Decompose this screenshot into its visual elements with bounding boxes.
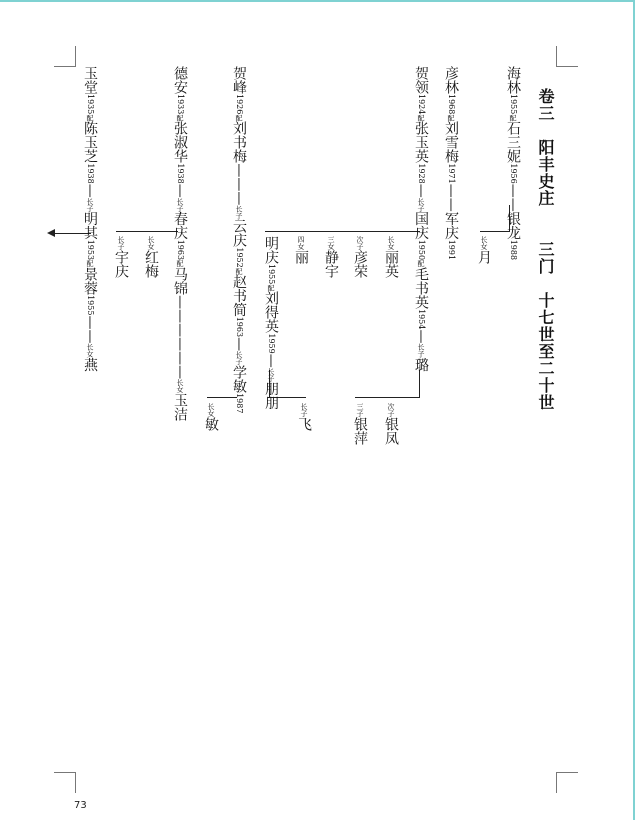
spouse-marker: 配: [417, 260, 425, 268]
spouse-name: 刘书梅: [231, 121, 247, 164]
crop-mark: [556, 772, 578, 773]
person-name: 海林: [505, 66, 521, 94]
lineage-column: 海林1955配石三妮1956——银龙1988: [505, 66, 521, 261]
lineage-column: 贺领1924配张玉英1928—长子国庆1950配毛书英1954—长子璐: [413, 66, 429, 372]
child-order: 长女: [207, 403, 215, 417]
person-name: 国庆: [413, 211, 429, 240]
top-border: [0, 0, 635, 2]
person-name: 银凤: [383, 417, 399, 445]
person-name: 玉堂: [82, 66, 98, 94]
crop-mark: [556, 66, 578, 67]
spouse-marker: 配: [86, 260, 94, 268]
person-name: 丽: [293, 250, 309, 264]
child-order: 长女: [86, 343, 94, 358]
birth-year: 1938: [176, 163, 185, 184]
birth-year: 1991: [447, 239, 456, 261]
person-name: 贺领: [413, 66, 429, 94]
birth-year: 1963: [176, 239, 185, 261]
child-order: 长女: [387, 236, 395, 250]
birth-year: 1955: [86, 295, 95, 316]
person-name: 敏: [203, 417, 219, 431]
child-order: 长子: [267, 367, 275, 382]
birth-year: 1988: [509, 239, 518, 261]
lineage-column: [383, 236, 399, 278]
lineage-column: [476, 236, 492, 264]
child-order: 次子: [387, 403, 395, 417]
child-order: 三女: [327, 236, 335, 250]
person-name: 朋朋: [263, 381, 279, 410]
birth-year: 1955: [267, 264, 276, 285]
birth-year: 1956: [509, 163, 518, 184]
birth-year: 1968: [447, 94, 456, 115]
child-order: 长子: [300, 403, 308, 417]
person-name: 宇庆: [113, 250, 129, 278]
spouse-name: 马锦: [172, 267, 188, 296]
person-name: 军庆: [443, 211, 459, 240]
person-name: 明庆: [263, 236, 279, 264]
lineage-column: 贺峰1926配刘书梅———长子云庆1952配赵书简1963—长子学敏1987: [231, 66, 247, 414]
lineage-column: [352, 236, 368, 278]
spouse-name: 刘得英: [263, 291, 279, 334]
spouse-marker: 配: [267, 284, 275, 292]
lineage-column: 彦林1968配刘雪梅1971——军庆1991: [443, 66, 459, 261]
spouse-marker: 配: [235, 114, 243, 122]
child-order: 长女: [176, 379, 184, 394]
spouse-marker: 配: [509, 114, 517, 122]
spouse-marker: 配: [417, 114, 425, 122]
person-name: 学敏: [231, 365, 247, 394]
person-name: 云庆: [231, 219, 247, 248]
connector-line: [355, 397, 420, 398]
lineage-column: [383, 403, 399, 445]
child-order: 三子: [356, 403, 364, 417]
spouse-marker: 配: [235, 267, 243, 275]
child-order: 长女: [147, 236, 155, 250]
spouse-name: 刘雪梅: [443, 121, 459, 164]
spouse-name: 赵书简: [231, 274, 247, 317]
connector-line: [419, 370, 420, 398]
child-order: 长子: [176, 197, 184, 212]
page-title: 卷三 阳丰史庄 三门 十七世至二十世: [536, 88, 555, 411]
child-order: 长子: [235, 205, 243, 220]
spouse-name: 景蓉: [82, 267, 98, 296]
spouse-marker: 配: [176, 114, 184, 122]
child-order: 长子: [235, 351, 243, 366]
child-order: 长女: [480, 236, 488, 250]
birth-year: 1935: [86, 94, 95, 115]
lineage-column: 玉堂1935配陈玉芝1938—长子明其1953配景蓉1955——长女燕: [82, 66, 98, 372]
lineage-column: [296, 403, 312, 431]
spouse-name: 张玉英: [413, 121, 429, 164]
person-name: 丽英: [383, 250, 399, 278]
birth-year: 1953: [86, 239, 95, 261]
arrow-left-icon: [47, 229, 55, 237]
birth-year: 1952: [235, 247, 244, 268]
lineage-column: [352, 403, 368, 445]
crop-mark: [75, 772, 76, 793]
lineage-column: [113, 236, 129, 278]
lineage-column: [143, 236, 159, 278]
crop-mark: [75, 46, 76, 67]
spouse-name: 陈玉芝: [82, 121, 98, 164]
child-order: 次子: [356, 236, 364, 250]
spouse-marker: 配: [176, 260, 184, 268]
connector-line: [265, 231, 420, 232]
person-name: 银龙: [505, 211, 521, 240]
child-order: 四女: [297, 236, 305, 250]
person-name: 明其: [82, 211, 98, 240]
connector-line: [116, 231, 178, 232]
person-name: 彦林: [443, 66, 459, 94]
lineage-column: 明庆1955配刘得英1959—长子朋朋: [263, 236, 279, 410]
birth-year: 1924: [417, 94, 426, 115]
birth-year: 1971: [447, 163, 456, 184]
crop-mark: [556, 772, 557, 793]
person-name: 彦荣: [352, 250, 368, 278]
child-order: 长子: [117, 236, 125, 250]
birth-year: 1938: [86, 163, 95, 184]
birth-year: 1959: [267, 333, 276, 354]
person-name: 璐: [413, 357, 429, 372]
spouse-name: 张淑华: [172, 121, 188, 164]
person-name: 月: [476, 250, 492, 264]
birth-year: 1963: [235, 316, 244, 338]
birth-year: 1955: [509, 94, 518, 115]
birth-year: 1933: [176, 94, 185, 115]
crop-mark: [54, 772, 76, 773]
person-name: 静宇: [323, 250, 339, 278]
child-order: 长子: [86, 197, 94, 212]
person-name: 贺峰: [231, 66, 247, 94]
person-name: 银萍: [352, 417, 368, 445]
spouse-marker: 配: [86, 114, 94, 122]
person-name: 德安: [172, 66, 188, 94]
person-name: 玉洁: [172, 393, 188, 422]
birth-year: 1950: [417, 239, 426, 261]
crop-mark: [556, 46, 557, 67]
crop-mark: [54, 66, 76, 67]
birth-year: 1987: [235, 393, 244, 414]
person-name: 燕: [82, 357, 98, 372]
person-name: 红梅: [143, 250, 159, 278]
lineage-column: [323, 236, 339, 278]
lineage-column: 德安1933配张淑华1938—长子春庆1963配马锦——————长女玉洁: [172, 66, 188, 422]
person-name: 飞: [296, 417, 312, 431]
spouse-name: 石三妮: [505, 121, 521, 164]
person-name: 春庆: [172, 211, 188, 240]
birth-year: 1928: [417, 163, 426, 184]
child-order: 长子: [417, 343, 425, 358]
page-number: 73: [74, 800, 87, 811]
spouse-marker: 配: [447, 114, 455, 122]
birth-year: 1954: [417, 309, 426, 330]
spouse-name: 毛书英: [413, 267, 429, 310]
birth-year: 1926: [235, 94, 244, 115]
lineage-column: [293, 236, 309, 264]
child-order: 长子: [417, 197, 425, 212]
lineage-column: [203, 403, 219, 431]
